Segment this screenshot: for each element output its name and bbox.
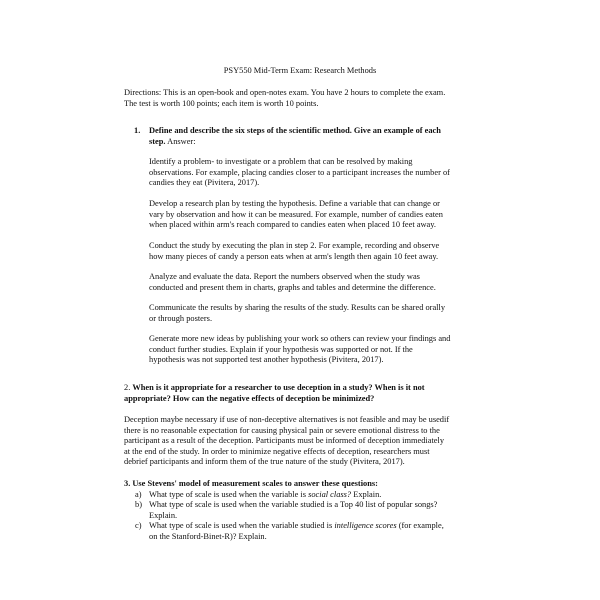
q1-para5-line-2: or through posters. — [149, 313, 213, 323]
q2-answer-line-3: participant as a result of the deception. Participants must be informed of deception immediately — [124, 436, 445, 445]
q3-question-text: Use Stevens' model of measurement scales to answer these questions: — [132, 479, 378, 488]
q3-item-a-pre: What type of scale is used when the variable is — [149, 489, 309, 499]
q3-item-a-post: Explain. — [351, 489, 382, 499]
q3-item-b-cont: Explain. — [149, 510, 178, 520]
q1-para5-line-1: Communicate the results by sharing the results of the study. Results can be shared orally — [149, 303, 446, 312]
q3-item-c-em: intelligence scores — [334, 521, 397, 530]
q1-question-end: step. — [149, 136, 166, 146]
q1-para3-line-1: Conduct the study by executing the plan in step 2. For example, recording and observe — [149, 241, 440, 250]
q3-number: 3. — [124, 479, 131, 488]
q3-item-a-em: social class? — [308, 489, 352, 499]
q2-number: 2. — [124, 383, 131, 392]
q3-item-c-marker: c) — [135, 521, 142, 530]
q2-answer-line-1: Deception maybe necessary if use of non-deceptive alternatives is not feasible and may be usedif — [124, 415, 450, 424]
q3-item-b-marker: b) — [135, 500, 142, 509]
page-title: PSY550 Mid-Term Exam: Research Methods — [223, 66, 377, 75]
q1-para1-line-3: candies they eat (Pivitera, 2017). — [149, 178, 260, 187]
q1-question-line-1: Define and describe the six steps of the scientific method. Give an example of each — [149, 126, 441, 135]
q1-para2-line-1: Develop a research plan by testing the hypothesis. Define a variable that can change or — [149, 199, 440, 208]
q1-para6-line-2: conduct further studies. Explain if your hypothesis was supported or not. If the — [149, 344, 413, 354]
q2-question-line-2: appropriate? How can the negative effects of deception be minimized? — [124, 393, 375, 403]
q3-item-c-pre: What type of scale is used when the variable studied is — [149, 521, 335, 530]
directions-line-2: The test is worth 100 points; each item is worth 10 points. — [124, 98, 319, 108]
q2-answer-line-2: there is no reasonable expectation for causing physical pain or severe emotional distress to the — [124, 425, 440, 435]
q1-para4-line-2: conducted and present them in charts, graphs and tables and determine the difference. — [149, 282, 436, 292]
q3-item-c-post: (for example, — [396, 521, 444, 530]
q3-item-b-text: What type of scale is used when the variable studied is a Top 40 list of popular songs? — [149, 500, 438, 509]
q2-answer-line-4: at the end of the study. In order to minimize negative effects of deception, researchers must — [124, 446, 430, 456]
q3-item-a-marker: a) — [135, 489, 142, 499]
q1-para4-line-1: Analyze and evaluate the data. Report the numbers observed when the study was — [149, 272, 420, 281]
q3-item-a-text — [149, 490, 381, 501]
q3-item-c-text — [149, 521, 444, 532]
q2-question-line-1 — [124, 383, 425, 394]
q1-para2-line-2: vary by observation and how it can be measured. For example, number of candies eaten — [149, 209, 443, 219]
q3-question — [124, 479, 378, 490]
q1-para1-line-2: observations. For example, placing candies closer to a participant increases the number of — [149, 167, 450, 177]
q3-item-c-cont: on the Stanford-Binet-R)? Explain. — [149, 531, 267, 541]
q1-number: 1. — [134, 126, 141, 135]
q1-para1-line-1: Identify a problem- to investigate or a problem that can be resolved by making — [149, 157, 413, 166]
q1-para6-line-1: Generate more new ideas by publishing your work so others can review your findings and — [149, 334, 451, 343]
q1-question-line-2 — [149, 137, 196, 148]
q1-para2-line-3: when placed within arm's reach compared to candies eaten when placed 10 feet away. — [149, 220, 436, 229]
q1-para6-line-3: hypothesis was not supported test another hypothesis (Pivitera, 2017). — [149, 355, 384, 364]
directions-line-1: Directions: This is an open-book and open-notes exam. You have 2 hours to complete the exam. — [124, 88, 446, 97]
q1-answer-label: Answer: — [167, 136, 196, 146]
q1-para3-line-2: how many pieces of candy a person eats when at arm's length then again 10 feet away. — [149, 251, 439, 261]
q2-question-text: When is it appropriate for a researcher to use deception in a study? When is it not — [132, 383, 425, 392]
q2-answer-line-5: debrief participants and inform them of the true nature of the study (Pivitera, 2017). — [124, 457, 405, 466]
